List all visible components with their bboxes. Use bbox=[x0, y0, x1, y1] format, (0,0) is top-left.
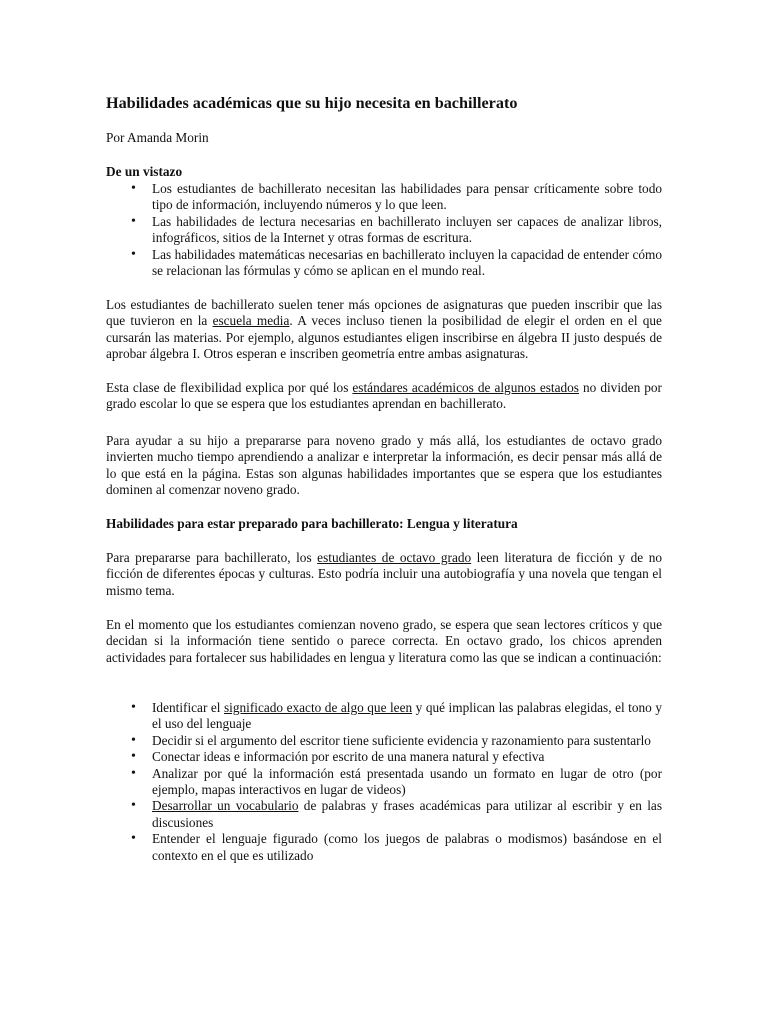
section-heading: Habilidades para estar preparado para bachillerato: Lengua y literatura bbox=[106, 516, 518, 531]
link-significado-exacto[interactable]: significado exacto de algo que leen bbox=[224, 700, 413, 715]
glance-heading: De un vistazo bbox=[106, 164, 183, 179]
skills-list bbox=[106, 700, 662, 864]
skill-text: Decidir si el argumento del escritor tiene suficiente evidencia y razonamiento para sustentarlo bbox=[152, 732, 651, 748]
skill-text: Analizar por qué la información está presentada usando un formato en lugar de otro (por ejemplo, mapas interactivos en lugar de videos) bbox=[152, 765, 662, 798]
paragraph-noveno-grado: Para ayudar a su hijo a prepararse para noveno grado y más allá, los estudiantes de octavo grado invierten mucho tiempo aprendiendo a analizar e interpretar la información, es decir pensar más allá de lo que está en la página. Estas son algunas habilidades importantes que se espera que los estudiantes dominen al comenzar noveno grado. bbox=[106, 433, 662, 498]
paragraph-text: . A veces incluso tienen la posibilidad de elegir el orden en el que cursarán las materias. Por ejemplo, algunos estudiantes eligen inscribirse en álgebra II justo después de aprobar álgebra I. Otros esperan e inscriben geometría entre ambas asignaturas. bbox=[106, 313, 662, 362]
link-estudiantes-octavo-grado[interactable]: estudiantes de octavo grado bbox=[317, 550, 472, 565]
skill-text: y qué implican las palabras elegidas, el tono y el uso del lenguaje bbox=[152, 700, 662, 732]
link-desarrollar-vocabulario[interactable]: Desarrollar un vocabulario bbox=[152, 798, 299, 814]
skill-item bbox=[106, 733, 662, 749]
paragraph-text: no dividen por grado escolar lo que se espera que los estudiantes aprendan en bachillerato. bbox=[106, 380, 662, 412]
glance-item: • Las habilidades matemáticas necesarias en bachillerato incluyen la capacidad de entender cómo se relacionan las fórmulas y cómo se aplican en el mundo real. bbox=[106, 247, 662, 280]
skill-item bbox=[106, 749, 662, 765]
skill-text: de palabras y frases académicas para utilizar al escribir y en las discusiones bbox=[152, 798, 662, 830]
skill-text: Entender el lenguaje figurado (como los juegos de palabras o modismos) basándose en el contexto en el que es utilizado bbox=[152, 831, 662, 863]
paragraph-flexibility bbox=[106, 380, 662, 413]
link-estandares-academicos[interactable]: estándares académicos de algunos estados bbox=[352, 380, 579, 395]
glance-list bbox=[106, 181, 662, 279]
glance-item: • Las habilidades de lectura necesarias en bachillerato incluyen ser capaces de analizar libros, infográficos, sitios de la Internet y otras formas de escritura. bbox=[106, 214, 662, 247]
paragraph-text: Para prepararse para bachillerato, los bbox=[106, 550, 318, 565]
skill-item bbox=[106, 700, 662, 733]
glance-item: • Los estudiantes de bachillerato necesitan las habilidades para pensar críticamente sobre todo tipo de información, incluyendo números y lo que leen. bbox=[106, 181, 662, 214]
paragraph-critical-readers: En el momento que los estudiantes comienzan noveno grado, se espera que sean lectores críticos y que decidan si la información tiene sentido o parece correcta. En octavo grado, los chicos aprenden actividades para fortalecer sus habilidades en lengua y literatura como las que se indican a continuación: bbox=[106, 617, 662, 665]
paragraph-intro bbox=[106, 297, 662, 363]
link-escuela-media[interactable]: escuela media bbox=[212, 313, 290, 329]
skill-item bbox=[106, 831, 662, 864]
paragraph-text: Los estudiantes de bachillerato suelen tener más opciones de asignaturas que pueden inscribir que las que tuvieron en la bbox=[106, 297, 662, 329]
paragraph-text: Esta clase de flexibilidad explica por qué los bbox=[106, 380, 353, 395]
skill-text: Conectar ideas e información por escrito de una manera natural y efectiva bbox=[152, 749, 545, 765]
byline: Por Amanda Morin bbox=[106, 130, 209, 145]
paragraph-text: leen literatura de ficción y de no ficción de diferentes épocas y culturas. Esto podría incluir una autobiografía y una novela que tengan el mismo tema. bbox=[106, 550, 663, 598]
skill-item bbox=[106, 766, 662, 799]
document-title: Habilidades académicas que su hijo necesita en bachillerato bbox=[106, 94, 518, 112]
paragraph-section-intro bbox=[106, 550, 662, 599]
skill-text: Identificar el bbox=[152, 700, 224, 715]
skill-item bbox=[106, 798, 662, 831]
